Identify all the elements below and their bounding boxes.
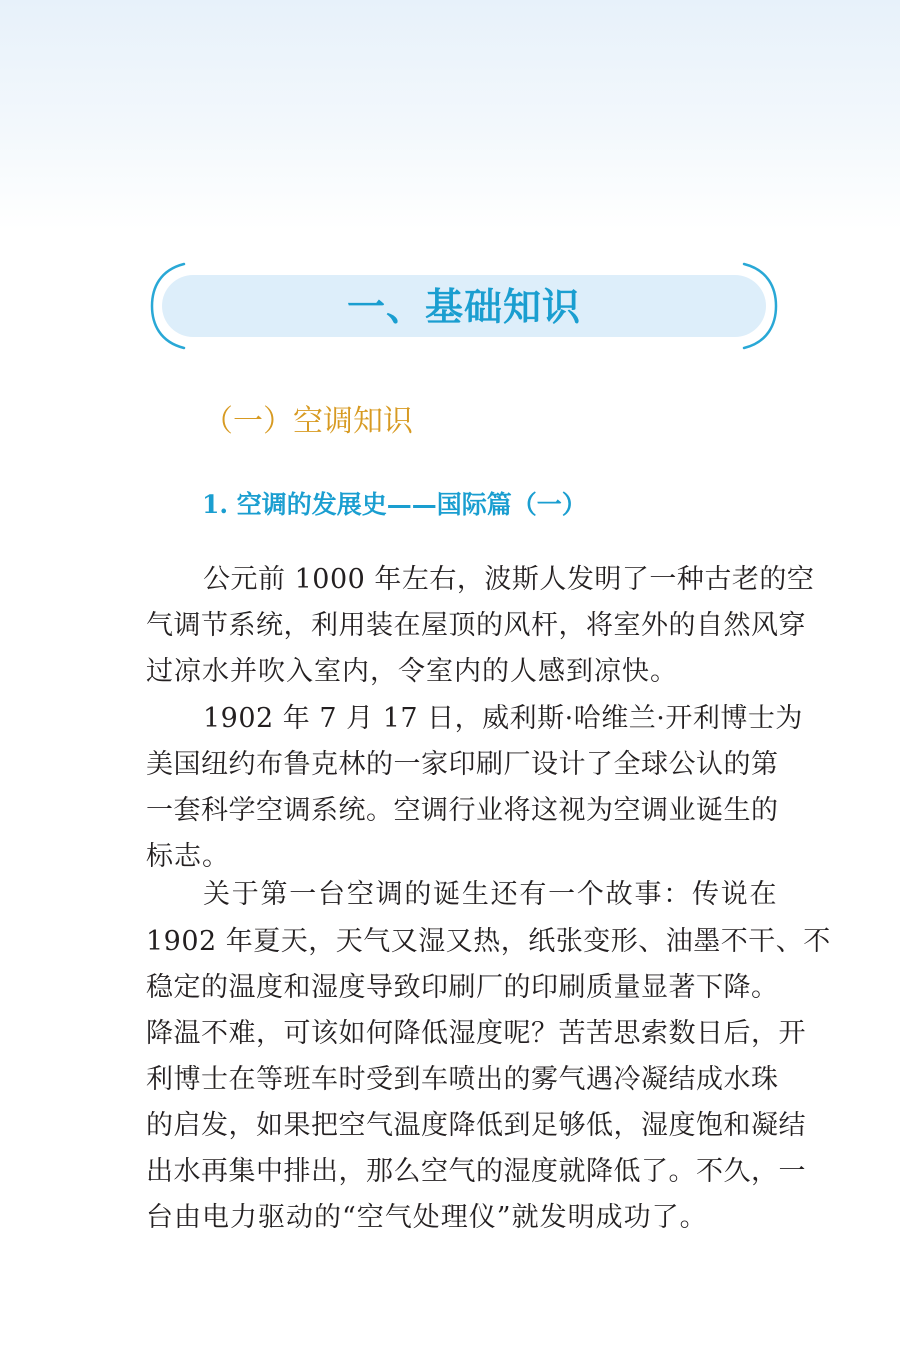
section-heading: （一）空调知识 (203, 404, 413, 439)
paragraph-line: 标志。 (146, 841, 230, 872)
chapter-banner (150, 258, 778, 354)
paragraph-line: 气调节系统，利用装在屋顶的风杆，将室外的自然风穿 (146, 610, 806, 641)
paragraph-line: 关于第一台空调的诞生还有一个故事：传说在 (203, 879, 777, 910)
paragraph-line: 美国纽约布鲁克林的一家印刷厂设计了全球公认的第 (146, 749, 779, 780)
paragraph-line: 台由电力驱动的“空气处理仪”就发明成功了。 (146, 1202, 708, 1233)
subsection-heading: 1. 空调的发展史——国际篇（一） (202, 490, 587, 519)
paragraph-line: 过凉水并吹入室内，令室内的人感到凉快。 (146, 656, 678, 687)
paragraph-line: 公元前 1000 年左右，波斯人发明了一种古老的空 (203, 564, 815, 595)
paragraph-line: 1902 年 7 月 17 日，威利斯·哈维兰·开利博士为 (203, 703, 803, 734)
paragraph-line: 的启发，如果把空气温度降低到足够低，湿度饱和凝结 (146, 1110, 806, 1141)
chapter-title: 一、基础知识 (346, 285, 581, 329)
paragraph-line: 稳定的温度和湿度导致印刷厂的印刷质量显著下降。 (146, 972, 779, 1003)
paragraph-line: 1902 年夏天，天气又湿又热，纸张变形、油墨不干、不 (146, 926, 831, 957)
paragraph-line: 降温不难，可该如何降低湿度呢？苦苦思索数日后，开 (146, 1018, 806, 1049)
paragraph-line: 出水再集中排出，那么空气的湿度就降低了。不久，一 (146, 1156, 806, 1187)
paragraph-line: 一套科学空调系统。空调行业将这视为空调业诞生的 (146, 795, 779, 826)
paragraph-line: 利博士在等班车时受到车喷出的雾气遇冷凝结成水珠 (146, 1064, 779, 1095)
